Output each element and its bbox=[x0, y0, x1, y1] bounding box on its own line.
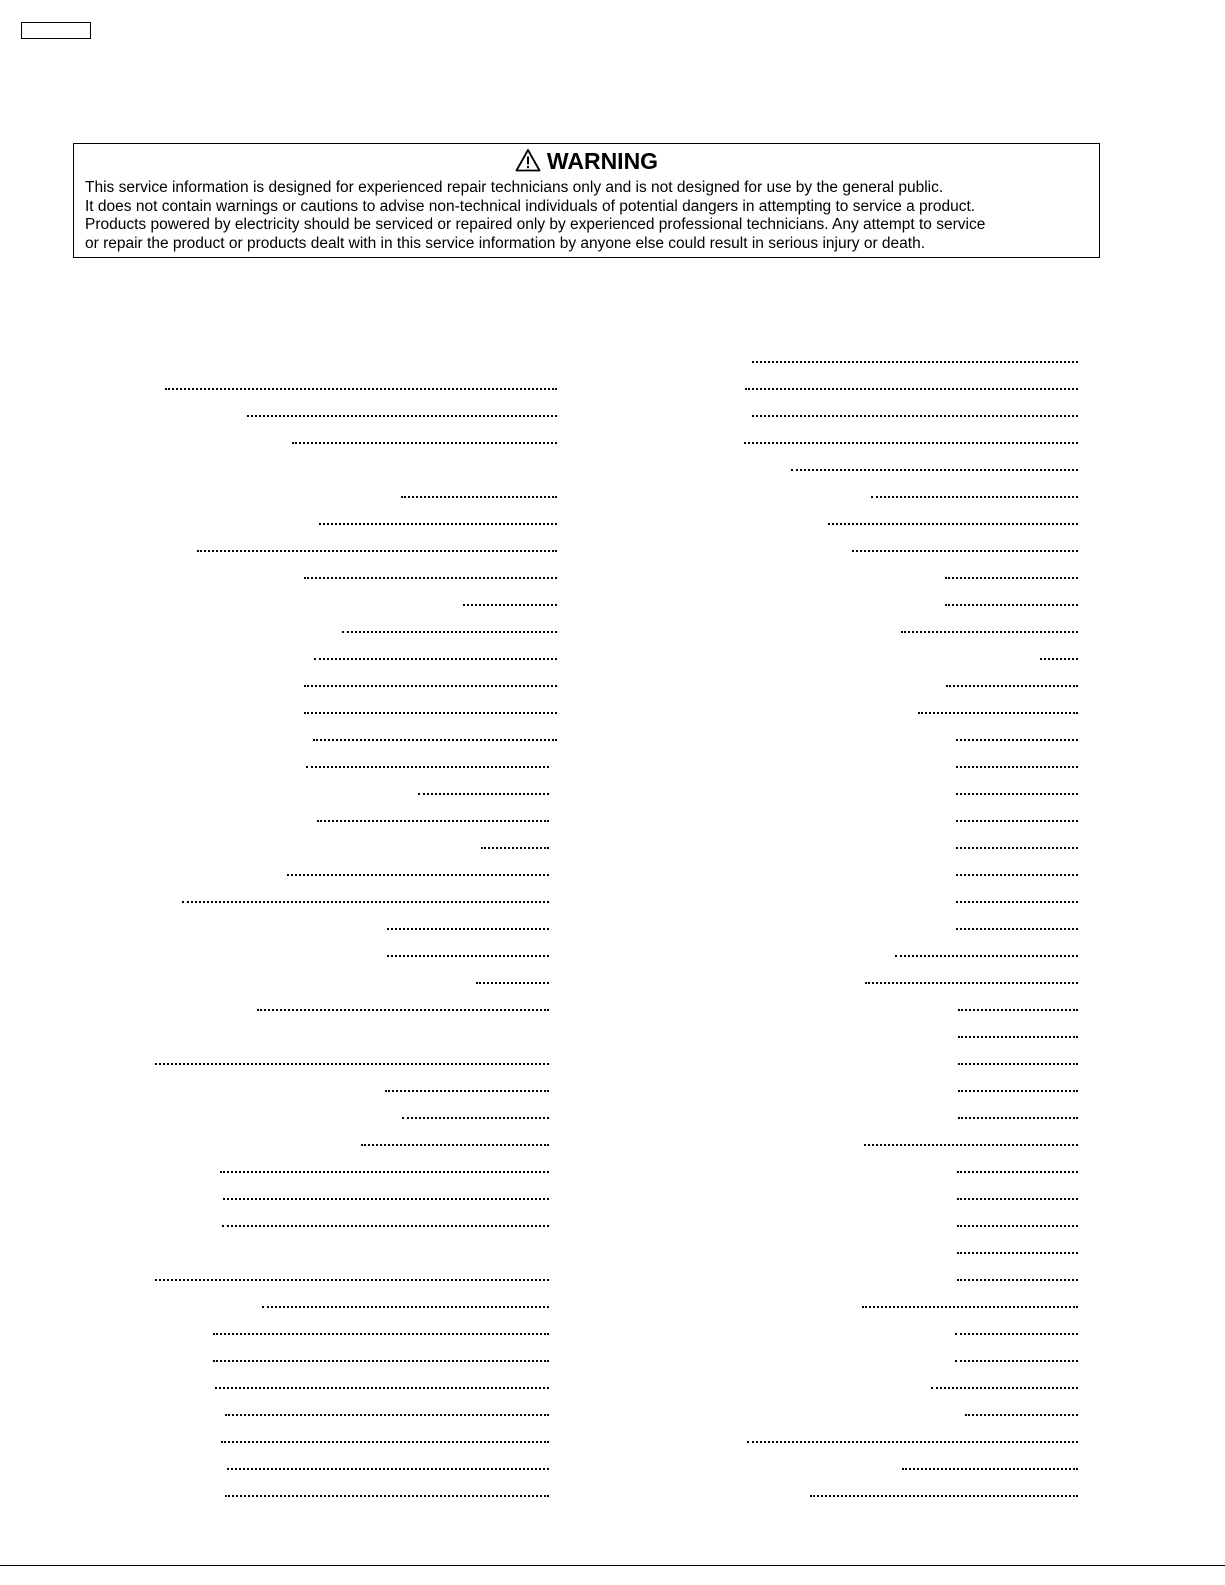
toc-dot-leader bbox=[319, 523, 557, 525]
toc-dot-leader bbox=[257, 1009, 549, 1011]
toc-dot-leader bbox=[227, 1468, 549, 1470]
toc-dot-leader bbox=[945, 577, 1078, 579]
toc-dot-leader bbox=[1040, 658, 1078, 660]
toc-dot-leader bbox=[958, 1117, 1078, 1119]
toc-dot-leader bbox=[956, 739, 1078, 741]
toc-dot-leader bbox=[476, 982, 549, 984]
toc-dot-leader bbox=[957, 1198, 1078, 1200]
toc-dot-leader bbox=[402, 1117, 549, 1119]
toc-dot-leader bbox=[931, 1387, 1078, 1389]
toc-dot-leader bbox=[862, 1306, 1078, 1308]
toc-dot-leader bbox=[955, 1333, 1078, 1335]
toc-dot-leader bbox=[155, 1279, 549, 1281]
toc-dot-leader bbox=[956, 874, 1078, 876]
toc-dot-leader bbox=[182, 901, 549, 903]
toc-dot-leader bbox=[306, 766, 549, 768]
toc-dot-leader bbox=[791, 469, 1078, 471]
toc-dot-leader bbox=[747, 1441, 1078, 1443]
toc-dot-leader bbox=[155, 1063, 549, 1065]
toc-dot-leader bbox=[481, 847, 549, 849]
toc-dot-leader bbox=[956, 793, 1078, 795]
toc-dot-leader bbox=[744, 442, 1078, 444]
toc-dot-leader bbox=[852, 550, 1078, 552]
toc-dot-leader bbox=[901, 631, 1078, 633]
toc-dot-leader bbox=[965, 1414, 1078, 1416]
toc-dot-leader bbox=[287, 874, 549, 876]
toc-dot-leader bbox=[401, 496, 557, 498]
toc-dot-leader bbox=[957, 1171, 1078, 1173]
toc-dot-leader bbox=[745, 388, 1078, 390]
toc-dot-leader bbox=[945, 604, 1078, 606]
toc-dot-leader bbox=[956, 847, 1078, 849]
toc-dot-leader bbox=[222, 1225, 549, 1227]
warning-line: or repair the product or products dealt with in this service information by anyone else could result in serious injury or death. bbox=[85, 234, 926, 252]
toc-dot-leader bbox=[957, 1279, 1078, 1281]
warning-title: WARNING bbox=[546, 148, 659, 174]
toc-dot-leader bbox=[463, 604, 557, 606]
warning-line: Products powered by electricity should be serviced or repaired only by experienced professional technicians. Any attempt to service bbox=[85, 216, 986, 233]
toc-dot-leader bbox=[317, 820, 549, 822]
toc-dot-leader bbox=[752, 415, 1078, 417]
toc-dot-leader bbox=[225, 1414, 549, 1416]
toc-dot-leader bbox=[956, 820, 1078, 822]
toc-dot-leader bbox=[902, 1468, 1078, 1470]
warning-text bbox=[85, 179, 1091, 253]
toc-dot-leader bbox=[223, 1198, 549, 1200]
toc-dot-leader bbox=[220, 1171, 549, 1173]
toc-dot-leader bbox=[215, 1387, 549, 1389]
toc-dot-leader bbox=[225, 1495, 549, 1497]
toc-dot-leader bbox=[864, 1144, 1078, 1146]
toc-dot-leader bbox=[342, 631, 557, 633]
toc-dot-leader bbox=[895, 955, 1078, 957]
toc-dot-leader bbox=[221, 1441, 549, 1443]
toc-dot-leader bbox=[213, 1333, 549, 1335]
toc-dot-leader bbox=[865, 982, 1078, 984]
toc-dot-leader bbox=[304, 712, 557, 714]
toc-dot-leader bbox=[313, 739, 557, 741]
toc-dot-leader bbox=[828, 523, 1078, 525]
toc-dot-leader bbox=[810, 1495, 1078, 1497]
warning-triangle-icon bbox=[515, 148, 547, 174]
footer-rule bbox=[0, 1565, 1225, 1566]
toc-dot-leader bbox=[213, 1360, 549, 1362]
toc-dot-leader bbox=[197, 550, 557, 552]
toc-dot-leader bbox=[957, 1252, 1078, 1254]
toc-dot-leader bbox=[387, 955, 549, 957]
model-number-box bbox=[21, 22, 91, 39]
toc-dot-leader bbox=[361, 1144, 549, 1146]
warning-heading bbox=[74, 147, 1099, 175]
toc-dot-leader bbox=[165, 388, 557, 390]
toc-dot-leader bbox=[958, 1063, 1078, 1065]
toc-dot-leader bbox=[955, 1360, 1078, 1362]
toc-dot-leader bbox=[958, 1036, 1078, 1038]
toc-dot-leader bbox=[385, 1090, 549, 1092]
toc-dot-leader bbox=[956, 766, 1078, 768]
toc-dot-leader bbox=[262, 1306, 549, 1308]
warning-notice bbox=[73, 143, 1100, 258]
toc-dot-leader bbox=[314, 658, 557, 660]
toc-dot-leader bbox=[918, 712, 1078, 714]
toc-dot-leader bbox=[304, 577, 557, 579]
toc-dot-leader bbox=[304, 685, 557, 687]
toc-dot-leader bbox=[752, 361, 1078, 363]
toc-dot-leader bbox=[957, 1225, 1078, 1227]
warning-line: This service information is designed for experienced repair technicians only and is not designed for use by the general public. bbox=[85, 179, 944, 196]
toc-dot-leader bbox=[387, 928, 549, 930]
toc-dot-leader bbox=[292, 442, 557, 444]
toc-dot-leader bbox=[956, 901, 1078, 903]
toc-dot-leader bbox=[946, 685, 1078, 687]
toc-dot-leader bbox=[247, 415, 557, 417]
toc-dot-leader bbox=[956, 928, 1078, 930]
toc-dot-leader bbox=[871, 496, 1078, 498]
toc-dot-leader bbox=[958, 1009, 1078, 1011]
toc-dot-leader bbox=[958, 1090, 1078, 1092]
toc-dot-leader bbox=[418, 793, 549, 795]
warning-line: It does not contain warnings or cautions to advise non-technical individuals of potential dangers in attempting to service a product. bbox=[85, 197, 976, 215]
